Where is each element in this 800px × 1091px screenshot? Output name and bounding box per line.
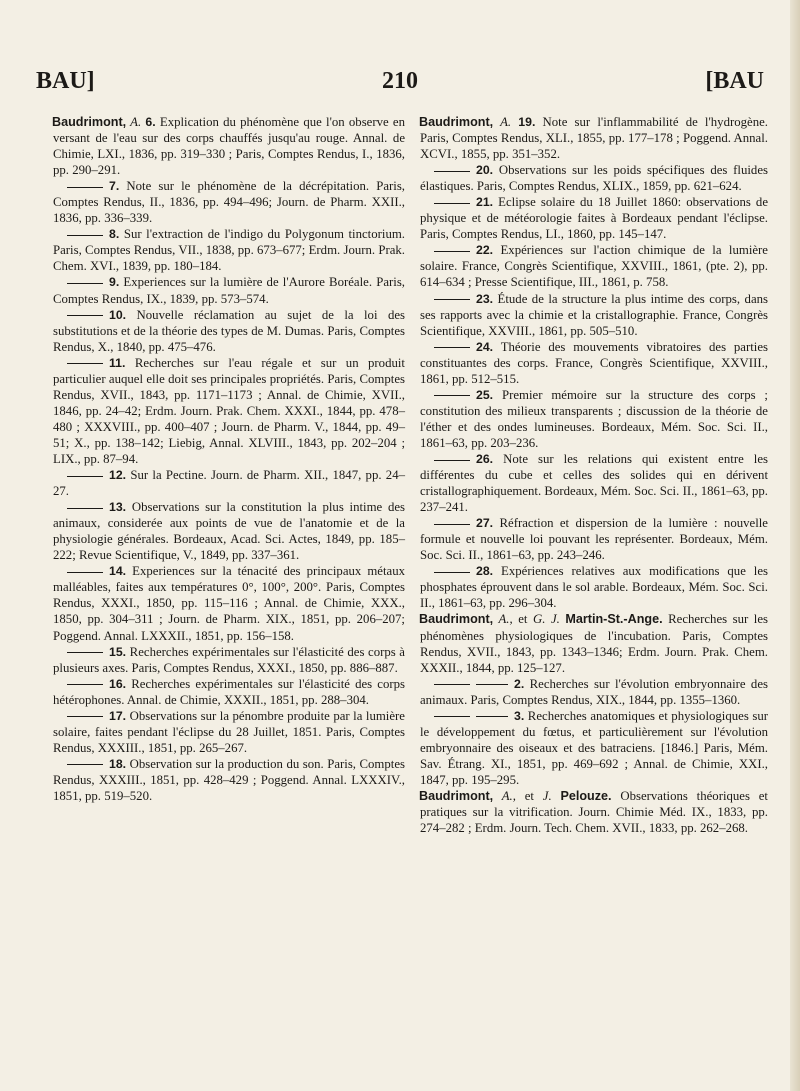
ditto-rule bbox=[476, 716, 508, 717]
ditto-rule bbox=[67, 315, 103, 316]
bibliography-entry bbox=[53, 226, 405, 274]
author-name: Baudrimont, bbox=[419, 788, 494, 803]
bibliography-entry bbox=[420, 339, 768, 387]
entry-text: Réfraction et dispersion de la lumière : nouvelle formule et nouvelle loi pouvant les représenter. Bordeaux, Mém. Soc. Sci. II., 1861–63, pp. 243–246. bbox=[420, 516, 768, 563]
author-name: Baudrimont, bbox=[419, 115, 494, 129]
page-edge bbox=[790, 0, 800, 1091]
entry-number: 12. bbox=[109, 468, 127, 483]
bibliography-entry bbox=[53, 274, 405, 306]
ditto-rule bbox=[434, 684, 470, 685]
entry-number: 6. bbox=[145, 115, 156, 129]
entry-text: Observations sur la constitution la plus intime des animaux, considerée aux points de vue de l'anatomie et de la physiologie générales. Bordeaux, Acad. Sci. Actes, 1849, pp. 185–222; Revue Scientifique, V., 1849, pp. 337–361. bbox=[53, 500, 405, 563]
entry-text: Observations théoriques et pratiques sur la vitrification. Journ. Chimie Méd. IX., 1833, pp. 274–282 ; Erdm. Journ. Tech. Chem. XVII., 1833, pp. 262–268. bbox=[420, 788, 768, 836]
header-left: BAU] bbox=[36, 68, 95, 94]
entry-number: 13. bbox=[109, 500, 127, 515]
entry-number: 27. bbox=[476, 516, 494, 531]
entry-text: Recherches sur les phénomènes physiologiques de l'incubation. Paris, Comptes Rendus, XVII., 1843, pp. 1343–1346; Erdm. Journ. Prak. Chem. XXXII., 1844, pp. 125–127. bbox=[420, 612, 769, 675]
author-initials: A. bbox=[126, 115, 146, 129]
entry-number: 25. bbox=[476, 387, 494, 402]
entry-text: Note sur le phénomène de la décrépitation. Paris, Comptes Rendus, II., 1836, pp. 494–496; Journ. de Pharm. XXII., 1836, pp. 336–339. bbox=[53, 179, 405, 226]
author-join: et bbox=[515, 788, 543, 803]
entry-text: Nouvelle réclamation au sujet de la loi des substitutions et de la théorie des types de M. Dumas. Paris, Comptes Rendus, X., 1840, pp. 475–476. bbox=[53, 307, 405, 354]
entry-number: 28. bbox=[476, 564, 494, 579]
ditto-rule bbox=[434, 299, 470, 300]
entry-text: Observations sur les poids spécifiques des fluides élastiques. Paris, Comptes Rendus, XLIX., 1859, pp. 621–624. bbox=[420, 163, 768, 194]
entry-number: 20. bbox=[476, 163, 494, 178]
entry-text: Experiences sur la ténacité des principaux métaux malléables, faites aux températures 0°, 100°, 200°. Paris, Comptes Rendus, XXXI., 1850, pp. 115–116 ; Annal. de Chimie, XXX., 1850, pp. 304–311 ; Journ. de Pharm. XIX., 1851, pp. 206–207; Poggend. Annal. LXXXII., 1851, pp. 156–158. bbox=[53, 564, 405, 643]
author-initials: A. bbox=[493, 115, 519, 129]
entry-text: Observations sur la pénombre produite par la lumière solaire, faites pendant l'éclipse du 28 Juillet, 1851. Paris, Comptes Rendus, XXXIII., 1851, pp. 265–267. bbox=[53, 708, 405, 755]
bibliography-entry bbox=[53, 355, 405, 467]
bibliography-entry bbox=[420, 387, 768, 451]
bibliography-entry bbox=[420, 788, 768, 836]
ditto-rule bbox=[67, 476, 103, 477]
author-initials: A., bbox=[493, 612, 513, 627]
entry-text: Étude de la structure la plus intime des corps, dans ses rapports avec la chimie et la cristallographie. France, Congrès Scientifique, XXVIII., 1861, pp. 505–510. bbox=[420, 291, 768, 338]
bibliography-entry bbox=[53, 563, 405, 643]
bibliography-entry bbox=[420, 611, 768, 675]
ditto-rule bbox=[67, 283, 103, 284]
entry-number: 7. bbox=[109, 179, 120, 194]
bibliography-entry bbox=[53, 114, 405, 178]
ditto-rule bbox=[434, 251, 470, 252]
ditto-rule bbox=[434, 171, 470, 172]
entry-number: 24. bbox=[476, 339, 494, 354]
ditto-rule bbox=[434, 572, 470, 573]
entry-text: Sur l'extraction de l'indigo du Polygonum tinctorium. Paris, Comptes Rendus, VII., 1838, pp. 673–677; Erdm. Journ. Prak. Chem. XVI., 1839, pp. 180–184. bbox=[53, 227, 405, 274]
ditto-rule bbox=[67, 764, 103, 765]
entry-text: Expériences relatives aux modifications que les phosphates éprouvent dans le sol arable. Bordeaux, Mém. Soc. Sci. II., 1861–63, pp. 296–304. bbox=[420, 564, 768, 611]
entry-text: Recherches expérimentales sur l'élasticité des corps à plusieurs axes. Paris, Comptes Rendus, XXXI., 1850, pp. 886–887. bbox=[53, 644, 405, 675]
bibliography-entry bbox=[420, 708, 768, 788]
author-initials: A., bbox=[493, 788, 516, 803]
entry-text: Théorie des mouvements vibratoires des parties constituantes des corps. France, Congrès Scientifique, XXVIII., 1861, pp. 512–515. bbox=[420, 339, 768, 386]
entry-number: 8. bbox=[109, 227, 120, 242]
entry-number: 18. bbox=[109, 756, 127, 771]
author-join: et bbox=[512, 612, 533, 627]
header-right: [BAU bbox=[705, 68, 764, 94]
coauthor-initials: G. J. bbox=[532, 612, 566, 627]
ditto-rule bbox=[434, 203, 470, 204]
ditto-rule bbox=[67, 684, 103, 685]
bibliography-entry bbox=[53, 307, 405, 355]
entry-text: Recherches sur l'eau régale et sur un produit particulier auquel elle doit ses principales propriétés. Paris, Comptes Rendus, XVII., 1843, pp. 1171–1173 ; Annal. de Chimie, XVII., 1846, pp. 24–42; Erdm. Journ. Prak. Chem. XXXI., 1844, pp. 478–480 ; XXXVIII., pp. 400–407 ; Journ. de Pharm. V., 1844, pp. 49–51; X., pp. 138–142; Liebig, Annal. XLVIII., 1843, pp. 202–204 ; LIX., pp. 87–94. bbox=[53, 355, 405, 466]
bibliography-entry bbox=[420, 291, 768, 339]
bibliography-entry bbox=[53, 676, 405, 708]
coauthor-name: Pelouze. bbox=[560, 788, 612, 803]
bibliography-entry bbox=[420, 242, 768, 290]
ditto-rule bbox=[67, 652, 103, 653]
bibliography-entry bbox=[53, 756, 405, 804]
ditto-rule bbox=[434, 524, 470, 525]
right-column bbox=[420, 114, 768, 836]
entry-text: Note sur les relations qui existent entre les différentes du cube et celles des solides qui en dérivent cristallographiquement. Bordeaux, Mém. Soc. Sci. II., 1861–63, pp. 237–241. bbox=[420, 451, 768, 515]
entry-number: 11. bbox=[109, 355, 126, 370]
entry-number: 17. bbox=[109, 708, 127, 723]
entry-number: 10. bbox=[109, 307, 127, 322]
entry-text: Recherches anatomiques et physiologiques sur le développement du fœtus, et particulièrement sur l'évolution embryonnaire des oiseaux et des batraciens. [1846.] Paris, Mém. Sav. Étrang. XI., 1851, pp. 469–692 ; Annal. de Chimie, XXI., 1847, pp. 195–295. bbox=[420, 708, 768, 787]
bibliography-entry bbox=[53, 708, 405, 756]
ditto-rule bbox=[434, 347, 470, 348]
bibliography-entry bbox=[420, 114, 768, 162]
entry-text: Explication du phénomène que l'on observe en versant de l'eau sur des corps chauffés jusqu'au rouge. Annal. de Chimie, LXI., 1836, pp. 319–330 ; Paris, Comptes Rendus, I., 1836, pp. 290–291. bbox=[53, 115, 405, 178]
entry-number: 2. bbox=[514, 676, 525, 691]
entry-text: Expériences sur l'action chimique de la lumière solaire. France, Congrès Scientifique, XXVIII., 1861, (pte. 2), pp. 614–634 ; Presse Scientifique, III., 1861, p. 758. bbox=[420, 243, 768, 290]
ditto-rule bbox=[434, 716, 470, 717]
entry-number: 19. bbox=[518, 115, 536, 129]
entry-text: Eclipse solaire du 18 Juillet 1860: observations de physique et de météorologie faites à Bordeaux pendant l'éclipse. Paris, Comptes Rendus, LI., 1860, pp. 145–147. bbox=[420, 195, 768, 242]
entry-text: Sur la Pectine. Journ. de Pharm. XII., 1847, pp. 24–27. bbox=[53, 468, 405, 499]
entry-text: Note sur l'inflammabilité de l'hydrogène. Paris, Comptes Rendus, XLI., 1855, pp. 177–178 ; Poggend. Annal. XCVI., 1855, pp. 351–352. bbox=[420, 115, 768, 162]
bibliography-entry bbox=[53, 178, 405, 226]
entry-text: Observation sur la production du son. Paris, Comptes Rendus, XXXIII., 1851, pp. 428–429 ; Poggend. Annal. LXXXIV., 1851, pp. 519–520. bbox=[53, 756, 405, 803]
coauthor-initials: J. bbox=[542, 788, 561, 803]
entry-number: 23. bbox=[476, 291, 494, 306]
ditto-rule bbox=[67, 572, 103, 573]
entry-text: Experiences sur la lumière de l'Aurore Boréale. Paris, Comptes Rendus, IX., 1839, pp. 573–574. bbox=[53, 275, 405, 306]
entry-number: 3. bbox=[514, 708, 525, 723]
entry-number: 9. bbox=[109, 275, 120, 290]
ditto-rule bbox=[67, 235, 103, 236]
author-name: Baudrimont, bbox=[52, 115, 127, 129]
bibliography-entry bbox=[53, 467, 405, 499]
bibliography-entry bbox=[53, 644, 405, 676]
ditto-rule bbox=[434, 460, 470, 461]
bibliography-entry bbox=[420, 515, 768, 563]
entry-number: 22. bbox=[476, 243, 494, 258]
bibliography-entry bbox=[420, 451, 768, 515]
ditto-rule bbox=[67, 187, 103, 188]
bibliography-entry bbox=[420, 676, 768, 708]
bibliography-entry bbox=[420, 162, 768, 194]
bibliography-entry bbox=[53, 499, 405, 563]
ditto-rule bbox=[434, 395, 470, 396]
ditto-rule bbox=[67, 363, 103, 364]
author-name: Baudrimont, bbox=[419, 612, 494, 627]
page-header bbox=[36, 68, 764, 108]
entry-number: 14. bbox=[109, 564, 127, 579]
entry-number: 16. bbox=[109, 676, 127, 691]
ditto-rule bbox=[67, 508, 103, 509]
entry-text: Premier mémoire sur la structure des corps ; constitution des milieux transparents ; discussion de la théorie de l'éther et des ondes lumineuses. Bordeaux, Mém. Soc. Sci. II., 1861–63, pp. 203–236. bbox=[420, 387, 768, 450]
entry-text: Recherches expérimentales sur l'élasticité des corps hétérophones. Annal. de Chimie, XXXII., 1851, pp. 288–304. bbox=[53, 676, 405, 707]
entry-number: 21. bbox=[476, 195, 494, 210]
ditto-rule bbox=[67, 716, 103, 717]
page-number: 210 bbox=[382, 68, 418, 94]
left-column bbox=[53, 114, 405, 804]
bibliography-entry bbox=[420, 194, 768, 242]
entry-text: Recherches sur l'évolution embryonnaire des animaux. Paris, Comptes Rendus, XIX., 1844, pp. 1355–1360. bbox=[420, 676, 768, 707]
ditto-rule bbox=[476, 684, 508, 685]
entry-number: 26. bbox=[476, 451, 494, 466]
entry-number: 15. bbox=[109, 644, 127, 659]
bibliography-entry bbox=[420, 563, 768, 611]
coauthor-name: Martin-St.-Ange. bbox=[565, 612, 663, 627]
